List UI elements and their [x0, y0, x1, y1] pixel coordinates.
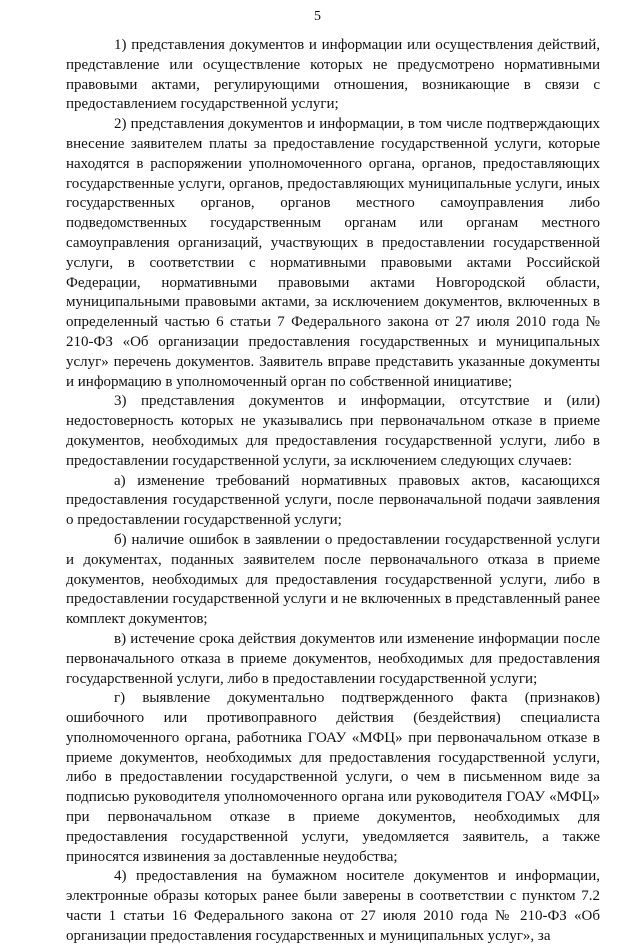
page-number: 5: [314, 9, 321, 24]
paragraph-3v: в) истечение срока действия документов или изменение информации после первоначального отказа в приеме документов, необходимых для предоставления государственной услуги, либо в предоставлении государственной услуги;: [66, 630, 600, 687]
paragraph-2: 2) представления документов и информации, в том числе подтверждающих внесение заявителем платы за предоставление государственной услуги, которые находятся в распоряжении уполномоченного органа, органов, предоставляющих государственные услуги, органов, предоставляющих муниципальные услуги, иных государственных органов, органов местного самоуправления либо подведомственных государственным органам или органам местного самоуправления организаций, участвующих в предоставлении государственной услуги, в соответствии с нормативными правовыми актами Российской Федерации, нормативными правовыми актами Новгородской области, муниципальными правовыми актами, за исключением документов, включенных в определенный частью 6 статьи 7 Федерального закона от 27 июля 2010 года № 210-ФЗ «Об организации предоставления государственных и муниципальных услуг» перечень документов. Заявитель вправе представить указанные документы и информацию в уполномоченный орган по собственной инициативе;: [66, 116, 600, 390]
paragraph-3: 3) представления документов и информации, отсутствие и (или) недостоверность которых не указывались при первоначальном отказе в приеме документов, необходимых для предоставления государственной услуги, либо в предоставлении государственной услуги, за исключением следующих случаев:: [66, 393, 600, 469]
paragraph-3g: г) выявление документально подтвержденного факта (признаков) ошибочного или противоправного действия (бездействия) специалиста уполномоченного органа, работника ГОАУ «МФЦ» при первоначальном отказе в приеме документов, необходимых для предоставления государственной услуги, либо в предоставлении государственной услуги, о чем в письменном виде за подписью руководителя уполномоченного органа или руководителя ГОАУ «МФЦ» при первоначальном отказе в приеме документов, необходимых для предоставления государственной услуги, уведомляется заявитель, а также приносятся извинения за доставленные неудобства;: [66, 690, 600, 865]
paragraph-3a: а) изменение требований нормативных правовых актов, касающихся предоставления государственной услуги, после первоначальной подачи заявления о предоставлении государственной услуги;: [66, 472, 600, 529]
document-body: [66, 36, 600, 947]
paragraph-4: 4) предоставления на бумажном носителе документов и информации, электронные образы которых ранее были заверены в соответствии с пунктом 7.2 части 1 статьи 16 Федерального закона от 27 июля 2010 года № 210-ФЗ «Об организации предоставления государственных и муниципальных услуг», за: [66, 868, 600, 944]
paragraph-3b: б) наличие ошибок в заявлении о предоставлении государственной услуги и документах, поданных заявителем после первоначального отказа в приеме документов, необходимых для предоставления государственной услуги, либо в предоставлении государственной услуги и не включенных в представленный ранее комплект документов;: [66, 531, 600, 628]
paragraph-1: 1) представления документов и информации или осуществления действий, представление или осуществление которых не предусмотрено нормативными правовыми актами, регулирующими отношения, возникающие в связи с предоставлением государственной услуги;: [66, 37, 600, 113]
